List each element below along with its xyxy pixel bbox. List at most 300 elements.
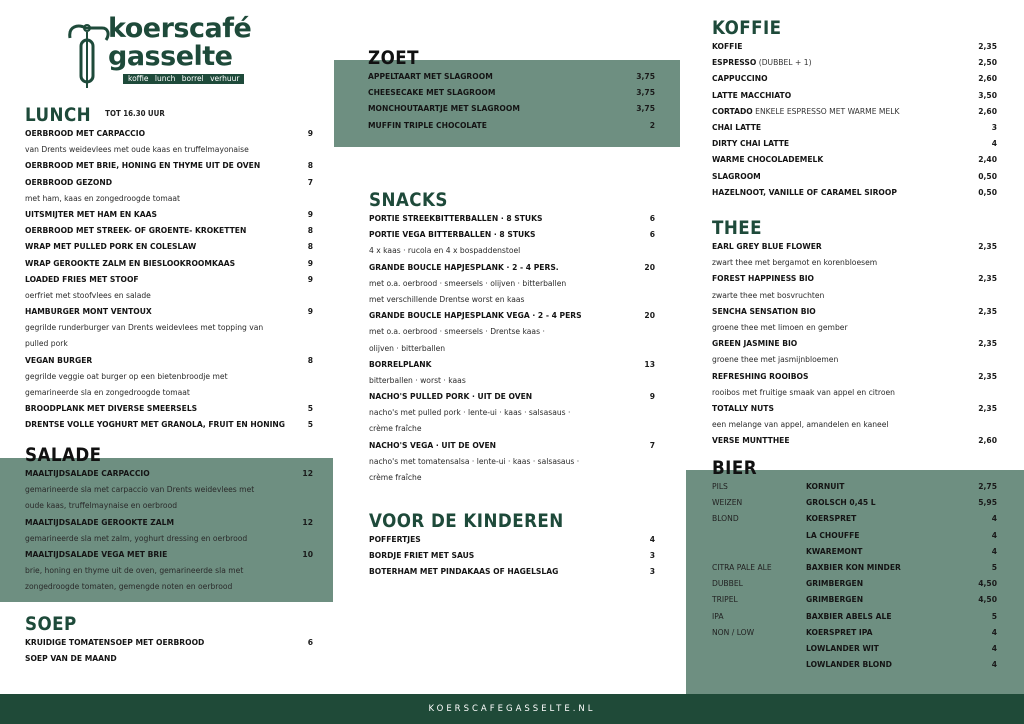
menu-item — [25, 256, 313, 272]
item-name: BAXBIER KON MINDER — [806, 562, 901, 572]
beer-style: IPA — [712, 611, 724, 621]
item-name-text: CHAI LATTE — [712, 122, 762, 132]
item-name-text: CORTADO — [712, 106, 753, 116]
item-name — [25, 353, 92, 369]
item-description: bitterballen · worst · kaas — [369, 375, 466, 385]
item-name — [25, 256, 235, 272]
item-name: GROLSCH 0,45 L — [806, 498, 876, 508]
item-name — [25, 223, 246, 239]
item-price: 6 — [649, 214, 655, 223]
item-name — [712, 369, 808, 385]
menu-item — [712, 401, 997, 417]
item-name-text: BORRELPLANK — [369, 359, 432, 369]
item-description: zongedroogde tomaten, gemengde noten en oerbrood — [25, 582, 233, 592]
item-price: 10 — [302, 549, 313, 559]
item-name-text: PORTIE STREEKBITTERBALLEN · 8 STUKS — [369, 214, 543, 223]
item-name — [25, 175, 112, 191]
section-heading — [25, 444, 278, 466]
item-description: gemarineerde sla met carpaccio van Drents weidevlees met — [25, 485, 255, 495]
item-name-text: MAALTIJDSALADE VEGA MET BRIE — [25, 549, 168, 559]
menu-item — [368, 85, 655, 101]
item-name-text: WARME CHOCOLADEMELK — [712, 155, 824, 165]
item-description: gegrilde runderburger van Drents weidevlees met topping van — [25, 323, 264, 333]
item-price: 2,60 — [978, 436, 997, 446]
item-name — [25, 272, 139, 288]
item-name: BAXBIER ABELS ALE — [806, 611, 892, 621]
menu-item — [712, 152, 997, 168]
item-description: met ham, kaas en zongedroogde tomaat — [25, 193, 181, 203]
beer-style: CITRA PALE ALE — [712, 562, 772, 572]
section-title: SOEP — [25, 613, 77, 635]
logo-line-2: gasselte — [108, 41, 233, 72]
item-name-text: OERBROOD MET CARPACCIO — [25, 129, 146, 138]
item-price: 2,35 — [978, 242, 997, 251]
menu-item — [712, 71, 997, 87]
item-price: 12 — [302, 517, 313, 527]
menu-item — [712, 528, 997, 544]
item-price: 3 — [649, 551, 655, 561]
item-description: met o.a. oerbrood · smeersels · Drentse kaas · — [369, 327, 545, 337]
item-price: 2,35 — [978, 339, 997, 349]
item-name: LA CHOUFFE — [806, 530, 860, 540]
menu-item — [368, 101, 655, 117]
section-title: BIER — [712, 457, 758, 479]
item-price: 7 — [649, 440, 655, 450]
item-name-text: SOEP VAN DE MAAND — [25, 654, 117, 664]
item-name-text: SLAGROOM — [712, 171, 761, 181]
item-price: 3,50 — [978, 90, 997, 100]
menu-item — [369, 308, 655, 324]
item-name — [25, 466, 150, 482]
item-name-text: OERBROOD MET STREEK- OF GROENTE- KROKETTEN — [25, 226, 247, 236]
menu-item — [369, 211, 655, 227]
item-description: groene thee met limoen en gember — [712, 322, 848, 332]
item-name-text: GRANDE BOUCLE HAPJESPLANK · 2 - 4 PERS. — [369, 262, 559, 272]
section-title: SNACKS — [369, 189, 448, 211]
menu-item — [712, 239, 997, 255]
beer-style — [712, 657, 800, 673]
item-name-text: LOADED FRIES MET STOOF — [25, 274, 139, 284]
menu-item — [369, 532, 655, 548]
item-description: rooibos met fruitige smaak van appel en citroen — [712, 387, 895, 397]
item-price: 4,50 — [978, 579, 997, 589]
menu-item — [25, 635, 313, 651]
item-price: 8 — [307, 161, 313, 171]
item-name — [369, 357, 432, 373]
menu-item — [712, 592, 997, 608]
item-description: 4 x kaas · rucola en 4 x bospaddenstoel — [369, 246, 521, 256]
menu-item — [369, 564, 655, 580]
item-price: 3,75 — [636, 72, 655, 81]
footer-website[interactable]: KOERSCAFEGASSELTE.NL — [0, 694, 1024, 724]
item-name — [25, 515, 174, 531]
item-description: oerfriet met stoofvlees en salade — [25, 290, 151, 300]
item-name — [712, 55, 812, 71]
item-price: 4 — [991, 546, 997, 556]
section-heading — [25, 613, 278, 635]
item-name-text: WRAP MET PULLED PORK EN COLESLAW — [25, 242, 197, 252]
item-price: 2,35 — [978, 42, 997, 51]
beer-style: DUBBEL — [712, 579, 743, 589]
item-name — [369, 308, 582, 324]
item-name-text: KOFFIE — [712, 42, 743, 51]
item-price: 3 — [649, 567, 655, 577]
logo-tagline: koffie lunch borrel verhuur — [123, 74, 244, 84]
menu-item — [712, 136, 997, 152]
menu-item — [368, 69, 655, 85]
item-name — [368, 118, 487, 134]
menu-item — [712, 433, 997, 449]
item-name-text: OERBROOD GEZOND — [25, 177, 113, 187]
menu-item — [712, 369, 997, 385]
item-description: zwart thee met bergamot en korenbloesem — [712, 258, 878, 268]
item-price: 6 — [649, 230, 655, 240]
item-description: van Drents weidevlees met oude kaas en truffelmayonaise — [25, 145, 249, 155]
item-price: 9 — [649, 392, 655, 402]
item-price: 5 — [307, 420, 313, 430]
menu-item — [25, 158, 313, 174]
item-description: met verschillende Drentse worst en kaas — [369, 294, 525, 304]
section-salade — [25, 444, 313, 596]
beer-style: BLOND — [712, 514, 739, 524]
item-price: 4 — [649, 535, 655, 544]
menu-item — [369, 260, 655, 276]
item-description: oude kaas, truffelmaynaise en oerbrood — [25, 501, 178, 511]
menu-item — [712, 657, 997, 673]
beer-style: NON / LOW — [712, 627, 755, 637]
item-name: LOWLANDER BLOND — [806, 660, 892, 670]
menu-item — [25, 547, 313, 563]
item-name — [712, 136, 789, 152]
item-name-text: CHEESECAKE MET SLAGROOM — [368, 88, 496, 98]
item-name — [712, 71, 768, 87]
item-price: 4 — [991, 660, 997, 670]
item-name-text: MAALTIJDSALADE GEROOKTE ZALM — [25, 517, 175, 527]
item-price: 3,75 — [636, 88, 655, 98]
menu-item — [25, 239, 313, 255]
beer-style: TRIPEL — [712, 595, 738, 605]
section-title: THEE — [712, 217, 763, 239]
section-title: LUNCH — [25, 104, 92, 126]
item-name-text: KRUIDIGE TOMATENSOEP MET OERBROOD — [25, 638, 205, 647]
section-lunch — [25, 104, 313, 434]
item-name-text: PORTIE VEGA BITTERBALLEN · 8 STUKS — [369, 230, 536, 240]
item-name — [712, 120, 761, 136]
item-name-text: VEGAN BURGER — [25, 355, 93, 365]
item-name-text: HAZELNOOT, VANILLE OF CARAMEL SIROOP — [712, 187, 897, 197]
section-heading — [25, 104, 278, 126]
beer-style — [712, 641, 800, 657]
item-name: KORNUIT — [806, 482, 845, 491]
item-name-text: LATTE MACCHIATO — [712, 90, 792, 100]
beer-style — [712, 528, 800, 544]
menu-item — [25, 353, 313, 369]
section-thee — [712, 217, 997, 449]
menu-item — [712, 544, 997, 560]
item-price: 0,50 — [978, 187, 997, 197]
section-bier — [712, 457, 997, 673]
menu-item — [712, 479, 997, 495]
menu-item — [25, 417, 313, 433]
item-name — [25, 651, 117, 667]
menu-item — [25, 126, 313, 142]
section-subtitle: TOT 16.30 UUR — [105, 108, 165, 118]
item-name — [712, 304, 816, 320]
menu-item — [25, 272, 313, 288]
menu-item — [25, 223, 313, 239]
beer-style: PILS — [712, 482, 728, 491]
logo — [66, 14, 281, 89]
item-name-text: FOREST HAPPINESS BIO — [712, 274, 815, 284]
item-description: gegrilde veggie oat burger op een bietenbroodje met — [25, 371, 228, 381]
item-name-text: MONCHOUTAARTJE MET SLAGROOM — [368, 104, 520, 114]
menu-item — [369, 548, 655, 564]
menu-item — [712, 304, 997, 320]
section-heading — [369, 510, 621, 532]
item-price: 9 — [307, 209, 313, 219]
item-price: 5,95 — [978, 498, 997, 508]
item-description: zwarte thee met bosvruchten — [712, 290, 825, 300]
item-name — [369, 438, 496, 454]
item-name-text: BORDJE FRIET MET SAUS — [369, 551, 475, 561]
item-name-text: MUFFIN TRIPLE CHOCOLATE — [368, 120, 487, 130]
item-price: 3,75 — [636, 104, 655, 114]
beer-style: WEIZEN — [712, 498, 743, 508]
item-description: met o.a. oerbrood · smeersels · olijven · bitterballen — [369, 278, 567, 288]
menu-item — [712, 560, 997, 576]
item-price: 4 — [991, 627, 997, 637]
item-name: KOERSPRET — [806, 514, 857, 524]
item-price: 2 — [649, 120, 655, 130]
item-name — [712, 401, 774, 417]
item-name — [712, 239, 822, 255]
item-price: 2,60 — [978, 74, 997, 84]
item-name-text: SENCHA SENSATION BIO — [712, 306, 816, 316]
item-name — [368, 101, 520, 117]
menu-item — [369, 227, 655, 243]
menu-item — [712, 55, 997, 71]
beer-style — [712, 544, 800, 560]
item-name — [368, 69, 493, 85]
item-price: 0,50 — [978, 171, 997, 181]
menu-item — [25, 466, 313, 482]
menu-item — [712, 271, 997, 287]
item-description: pulled pork — [25, 339, 68, 349]
menu-item — [712, 609, 997, 625]
menu-item — [712, 104, 997, 120]
menu-item — [25, 515, 313, 531]
item-price: 20 — [644, 262, 655, 272]
menu-item — [712, 120, 997, 136]
item-name: GRIMBERGEN — [806, 579, 864, 589]
section-heading — [369, 189, 621, 211]
item-note: ENKELE ESPRESSO MET WARME MELK — [752, 106, 900, 116]
item-name-text: VERSE MUNTTHEE — [712, 436, 790, 446]
section-title: KOFFIE — [712, 17, 782, 39]
item-price: 9 — [307, 129, 313, 138]
section-snacks — [369, 189, 655, 486]
item-name-text: DIRTY CHAI LATTE — [712, 139, 790, 149]
menu-item — [369, 438, 655, 454]
item-name — [25, 635, 204, 651]
item-name-text: BROODPLANK MET DIVERSE SMEERSELS — [25, 404, 198, 414]
item-name: GRIMBERGEN — [806, 595, 864, 605]
item-name-text: BOTERHAM MET PINDAKAAS OF HAGELSLAG — [369, 567, 559, 577]
item-price: 2,60 — [978, 106, 997, 116]
menu-item — [25, 651, 313, 667]
item-name: LOWLANDER WIT — [806, 643, 879, 653]
item-name — [712, 104, 899, 120]
item-name — [712, 433, 790, 449]
item-name-text: APPELTAART MET SLAGROOM — [368, 72, 493, 81]
menu-item — [712, 511, 997, 527]
menu-item — [369, 357, 655, 373]
item-price: 4 — [991, 643, 997, 653]
item-name-text: POFFERTJES — [369, 535, 421, 544]
section-soep — [25, 613, 313, 667]
item-price: 12 — [302, 469, 313, 478]
item-name — [712, 185, 897, 201]
section-zoet — [368, 47, 655, 134]
item-price: 5 — [991, 562, 997, 572]
menu-item — [369, 389, 655, 405]
item-name-text: GREEN JASMINE BIO — [712, 339, 798, 349]
item-price: 8 — [307, 242, 313, 252]
item-name: KOERSPRET IPA — [806, 627, 873, 637]
menu-item — [712, 185, 997, 201]
item-name-text: EARL GREY BLUE FLOWER — [712, 242, 822, 251]
item-name — [712, 152, 823, 168]
item-price: 2,35 — [978, 403, 997, 413]
section-title: VOOR DE KINDEREN — [369, 510, 564, 532]
item-price: 4 — [991, 530, 997, 540]
item-price: 8 — [307, 226, 313, 236]
section-title: SALADE — [25, 444, 102, 466]
item-name-text: REFRESHING ROOIBOS — [712, 371, 809, 381]
item-price: 9 — [307, 307, 313, 317]
item-price: 3 — [991, 122, 997, 132]
section-heading — [712, 457, 963, 479]
menu-item — [25, 401, 313, 417]
item-name — [25, 547, 167, 563]
item-name — [369, 260, 559, 276]
item-name — [25, 417, 285, 433]
item-description: crème fraîche — [369, 424, 422, 434]
item-description: gemarineerde sla en zongedroogde tomaat — [25, 388, 190, 397]
menu-item — [25, 207, 313, 223]
menu-item — [712, 39, 997, 55]
menu-item — [712, 495, 997, 511]
item-description: groene thee met jasmijnbloemen — [712, 355, 839, 365]
item-name — [712, 39, 742, 55]
menu-item — [25, 175, 313, 191]
item-name — [368, 85, 495, 101]
item-description: gemarineerde sla met zalm, yoghurt dressing en oerbrood — [25, 533, 248, 543]
item-price: 2,40 — [978, 155, 997, 165]
item-price: 20 — [644, 311, 655, 321]
item-description: nacho's met tomatensalsa · lente-ui · kaas · salsasaus · — [369, 456, 580, 466]
item-price: 9 — [307, 274, 313, 284]
item-name — [25, 401, 197, 417]
item-price: 2,35 — [978, 306, 997, 316]
item-price: 7 — [307, 177, 313, 187]
item-price: 4 — [991, 514, 997, 524]
item-price: 9 — [307, 258, 313, 268]
menu-item — [368, 118, 655, 134]
item-price: 8 — [307, 355, 313, 365]
item-name-text: HAMBURGER MONT VENTOUX — [25, 307, 152, 317]
item-name — [25, 126, 145, 142]
menu-item — [712, 336, 997, 352]
section-title: ZOET — [368, 47, 419, 69]
item-name — [369, 211, 542, 227]
item-name — [369, 564, 558, 580]
item-description: brie, honing en thyme uit de oven, gemarineerde sla met — [25, 566, 244, 576]
item-name — [25, 239, 196, 255]
item-description: een melange van appel, amandelen en kaneel — [712, 420, 889, 430]
item-name-text: ESPRESSO — [712, 58, 757, 68]
item-name-text: MAALTIJDSALADE CARPACCIO — [25, 469, 150, 478]
item-price: 2,35 — [978, 371, 997, 381]
item-price: 5 — [991, 611, 997, 621]
item-name-text: NACHO'S PULLED PORK · UIT DE OVEN — [369, 392, 533, 402]
item-name: KWAREMONT — [806, 546, 863, 556]
item-name-text: OERBROOD MET BRIE, HONING EN THYME UIT DE OVEN — [25, 161, 261, 171]
item-price: 2,35 — [978, 274, 997, 284]
item-name-text: WRAP GEROOKTE ZALM EN BIESLOOKROOMKAAS — [25, 258, 236, 268]
item-price: 2,50 — [978, 58, 997, 68]
logo-line-1: koerscafé — [108, 13, 252, 44]
item-name — [712, 336, 797, 352]
item-name — [25, 158, 260, 174]
item-name-text: DRENTSE VOLLE YOGHURT MET GRANOLA, FRUIT EN HONING — [25, 420, 285, 430]
item-name — [369, 532, 421, 548]
section-kinderen — [369, 510, 655, 581]
item-name — [369, 389, 532, 405]
item-name-text: UITSMIJTER MET HAM EN KAAS — [25, 209, 158, 219]
bicycle-icon — [66, 18, 110, 90]
item-note: (DUBBEL + 1) — [756, 58, 812, 68]
section-heading — [712, 217, 963, 239]
menu-item — [712, 88, 997, 104]
item-name-text: CAPPUCCINO — [712, 74, 768, 84]
item-name-text: NACHO'S VEGA · UIT DE OVEN — [369, 440, 497, 450]
section-heading — [712, 17, 963, 39]
item-description: crème fraîche — [369, 473, 422, 482]
item-name — [712, 88, 791, 104]
section-heading — [368, 47, 621, 69]
menu-item — [712, 641, 997, 657]
item-price: 5 — [307, 404, 313, 414]
item-price: 2,75 — [978, 482, 997, 491]
item-description: nacho's met pulled pork · lente-ui · kaas · salsasaus · — [369, 408, 571, 418]
item-price: 6 — [307, 638, 313, 647]
item-price: 4 — [991, 139, 997, 149]
menu-item — [25, 304, 313, 320]
item-name — [712, 271, 814, 287]
item-price: 4,50 — [978, 595, 997, 605]
item-name — [25, 304, 152, 320]
item-price: 13 — [644, 359, 655, 369]
item-name — [25, 207, 157, 223]
item-name — [369, 227, 536, 243]
menu-item — [712, 625, 997, 641]
item-name-text: GRANDE BOUCLE HAPJESPLANK VEGA · 2 - 4 PERS — [369, 311, 582, 321]
menu-item — [712, 169, 997, 185]
item-name-text: TOTALLY NUTS — [712, 403, 774, 413]
item-description: olijven · bitterballen — [369, 343, 446, 353]
section-koffie — [712, 17, 997, 201]
